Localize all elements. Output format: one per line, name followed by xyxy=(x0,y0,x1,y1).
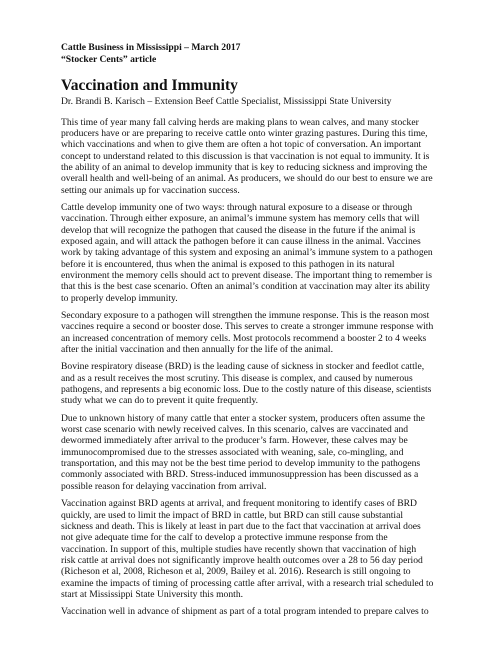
paragraph-line: after the initial vaccination and then annually for the life of the animal. xyxy=(61,344,333,356)
paragraph-line: study what we can do to prevent it quite frequently. xyxy=(61,395,259,407)
paragraph-line: the ability of an animal to develop immunity that is key to reducing sickness and improving the xyxy=(61,161,428,173)
paragraph-line: immunocompromised due to the stresses associated with weaning, sale, co-mingling, and xyxy=(61,446,404,458)
paragraph-line: Bovine respiratory disease (BRD) is the leading cause of sickness in stocker and feedlot cattle, xyxy=(61,361,425,373)
paragraph-line: This time of year many fall calving herds are making plans to wean calves, and many stocker xyxy=(61,116,419,128)
paragraph-line: work by taking advantage of this system and exposing an animal’s immune system to a pathogen xyxy=(61,247,433,259)
paragraph-line: which vaccinations and when to give them are often a hot topic of conversation. An important xyxy=(61,139,422,151)
body-paragraph xyxy=(61,606,445,617)
paragraph-line: before it is encountered, thus when the animal is exposed to this pathogen in its natural xyxy=(61,258,395,270)
paragraph-line: vaccines require a second or booster dose. This serves to create a stronger immune response with xyxy=(61,321,434,333)
body-paragraph xyxy=(61,117,445,196)
paragraph-line: an increased concentration of memory cells. Most protocols recommend a booster 2 to 4 weeks xyxy=(61,332,427,344)
article-title: Vaccination and Immunity xyxy=(61,77,238,94)
paragraph-line: setting our animals up for vaccination success. xyxy=(61,184,240,196)
paragraph-line: Vaccination well in advance of shipment as part of a total program intended to prepare calves to xyxy=(61,606,429,618)
paragraph-line: dewormed immediately after arrival to the producer’s farm. However, these calves may be xyxy=(61,435,408,447)
paragraph-line: risk cattle at arrival does not significantly improve health outcomes over a 28 to 56 day period xyxy=(61,554,423,566)
paragraph-line: quickly, are used to limit the impact of BRD in cattle, but BRD can still cause substantial xyxy=(61,509,404,521)
article-body xyxy=(61,117,445,618)
body-paragraph xyxy=(61,310,445,355)
paragraph-line: and as a result receives the most scrutiny. This disease is complex, and caused by numerous xyxy=(61,372,413,384)
paragraph-line: sickness and death. This is likely at least in part due to the fact that vaccination at arrival does xyxy=(61,520,421,532)
paragraph-line: to properly develop immunity. xyxy=(61,292,178,304)
paragraph-line: worst case scenario with newly received calves. In this scenario, calves are vaccinated and xyxy=(61,424,409,436)
paragraph-line: concept to understand related to this discussion is that vaccination is not equal to immunity. It is xyxy=(61,150,430,162)
paragraph-line: possible reason for delaying vaccination from arrival. xyxy=(61,480,267,492)
author-byline: Dr. Brandi B. Karisch – Extension Beef Cattle Specialist, Mississippi State University xyxy=(61,96,392,107)
paragraph-line: develop that will recognize the pathogen that caused the disease in the future if the animal is xyxy=(61,224,416,236)
paragraph-line: Secondary exposure to a pathogen will strengthen the immune response. This is the reason most xyxy=(61,310,430,321)
paragraph-line: start at Mississippi State University this month. xyxy=(61,588,244,600)
paragraph-line: (Richeson et al, 2008, Richeson et al, 2009, Bailey et al. 2016). Research is still ongoing to xyxy=(61,566,411,578)
paragraph-line: examine the impacts of timing of processing cattle after arrival, with a research trial scheduled to xyxy=(61,577,434,589)
paragraph-line: vaccination. Through either exposure, an animal’s immune system has memory cells that will xyxy=(61,213,420,225)
paragraph-line: transportation, and this may not be the best time period to develop immunity to the pathogens xyxy=(61,458,421,470)
body-paragraph xyxy=(61,361,445,406)
body-paragraph xyxy=(61,498,445,600)
body-paragraph xyxy=(61,413,445,492)
article-column-line: “Stocker Cents” article xyxy=(61,53,157,65)
paragraph-line: Vaccination against BRD agents at arrival, and frequent monitoring to identify cases of BRD xyxy=(61,498,417,510)
paragraph-line: not give adequate time for the calf to develop a protective immune response from the xyxy=(61,532,388,544)
paragraph-line: that this is the best case scenario. Often an animal’s condition at vaccination may alter its ability xyxy=(61,281,430,293)
paragraph-line: vaccination. In support of this, multiple studies have recently shown that vaccination of high xyxy=(61,543,417,555)
paragraph-line: environment the memory cells should act to prevent disease. The important thing to remember is xyxy=(61,269,432,281)
document-page xyxy=(61,42,445,624)
paragraph-line: producers have or are preparing to receive cattle onto winter grazing pastures. During this time, xyxy=(61,127,428,139)
paragraph-line: overall health and well-being of an animal. As producers, we should do our best to ensure we are xyxy=(61,173,433,185)
paragraph-line: exposed again, and will attack the pathogen before it can cause illness in the animal. Vaccines xyxy=(61,235,421,247)
body-paragraph xyxy=(61,202,445,304)
paragraph-line: Due to unknown history of many cattle that enter a stocker system, producers often assume the xyxy=(61,412,425,424)
paragraph-line: pathogens, and represents a big economic loss. Due to the costly nature of this disease, scientists xyxy=(61,384,432,396)
paragraph-line: Cattle develop immunity one of two ways: through natural exposure to a disease or through xyxy=(61,201,413,213)
paragraph-line: commonly associated with BRD. Stress-induced immunosuppression has been discussed as a xyxy=(61,469,419,481)
publication-line: Cattle Business in Mississippi – March 2017 xyxy=(61,42,241,53)
